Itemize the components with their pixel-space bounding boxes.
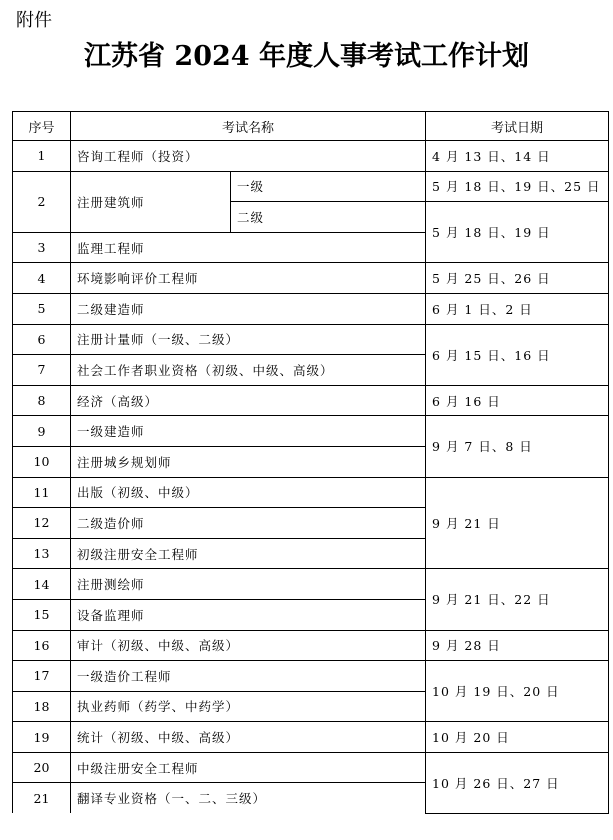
- document-title: 江苏省 2024 年度人事考试工作计划: [84, 41, 529, 72]
- table-row: [13, 630, 609, 661]
- row-exam-level: 一级: [231, 171, 426, 202]
- table-row: [13, 171, 609, 202]
- row-exam-name: 初级注册安全工程师: [71, 538, 426, 569]
- table-row: [13, 324, 609, 355]
- row-exam-name: 一级建造师: [71, 416, 426, 447]
- row-exam-date: 9 月 28 日: [426, 630, 609, 661]
- table-row: [13, 569, 609, 600]
- table-row: [13, 661, 609, 692]
- row-exam-date: 10 月 26 日、27 日: [426, 752, 609, 813]
- row-seq: 1: [13, 141, 71, 172]
- row-exam-name: 翻译专业资格（一、二、三级）: [71, 783, 426, 813]
- row-exam-date: 5 月 25 日、26 日: [426, 263, 609, 294]
- row-exam-name: 审计（初级、中级、高级）: [71, 630, 426, 661]
- row-exam-level: 二级: [231, 202, 426, 233]
- row-seq: 14: [13, 569, 71, 600]
- row-exam-name: 出版（初级、中级）: [71, 477, 426, 508]
- row-seq: 18: [13, 691, 71, 722]
- table-row: [13, 477, 609, 508]
- row-seq: 19: [13, 722, 71, 753]
- table-row: [13, 752, 609, 783]
- row-seq: 9: [13, 416, 71, 447]
- row-exam-date: 9 月 7 日、8 日: [426, 416, 609, 477]
- row-exam-name: 设备监理师: [71, 599, 426, 630]
- row-seq: 12: [13, 508, 71, 539]
- table-row: [13, 263, 609, 294]
- row-exam-date: 10 月 19 日、20 日: [426, 661, 609, 722]
- row-exam-date: 4 月 13 日、14 日: [426, 141, 609, 172]
- row-exam-name: 注册计量师（一级、二级）: [71, 324, 426, 355]
- row-seq: 6: [13, 324, 71, 355]
- row-seq: 11: [13, 477, 71, 508]
- row-exam-date: 6 月 1 日、2 日: [426, 293, 609, 324]
- row-exam-name: 统计（初级、中级、高级）: [71, 722, 426, 753]
- row-seq: 20: [13, 752, 71, 783]
- row-exam-date: 10 月 20 日: [426, 722, 609, 753]
- row-exam-name: 执业药师（药学、中药学）: [71, 691, 426, 722]
- row-exam-name: 注册测绘师: [71, 569, 426, 600]
- table-row: [13, 385, 609, 416]
- row-exam-name: 二级建造师: [71, 293, 426, 324]
- table-row: [13, 722, 609, 753]
- row-exam-name: 注册建筑师: [71, 171, 231, 232]
- row-exam-date: 9 月 21 日: [426, 477, 609, 569]
- row-exam-date: 5 月 18 日、19 日: [426, 202, 609, 263]
- table-row: [13, 416, 609, 447]
- row-seq: 4: [13, 263, 71, 294]
- row-exam-name: 中级注册安全工程师: [71, 752, 426, 783]
- row-seq: 21: [13, 783, 71, 813]
- row-seq: 3: [13, 232, 71, 263]
- row-seq: 15: [13, 599, 71, 630]
- row-exam-name: 一级造价工程师: [71, 661, 426, 692]
- exam-schedule-table: [12, 111, 609, 814]
- row-exam-name: 注册城乡规划师: [71, 446, 426, 477]
- row-exam-date: 6 月 15 日、16 日: [426, 324, 609, 385]
- row-seq: 2: [13, 171, 71, 232]
- row-seq: 17: [13, 661, 71, 692]
- table-row: [13, 293, 609, 324]
- row-exam-date: 5 月 18 日、19 日、25 日: [426, 171, 609, 202]
- row-seq: 16: [13, 630, 71, 661]
- row-exam-date: 9 月 21 日、22 日: [426, 569, 609, 630]
- table-header-row: [13, 112, 609, 141]
- row-exam-date: 6 月 16 日: [426, 385, 609, 416]
- row-exam-name: 咨询工程师（投资）: [71, 141, 426, 172]
- row-exam-name: 监理工程师: [71, 232, 426, 263]
- row-seq: 5: [13, 293, 71, 324]
- row-seq: 10: [13, 446, 71, 477]
- header-exam-date: 考试日期: [426, 112, 609, 141]
- row-seq: 8: [13, 385, 71, 416]
- row-seq: 13: [13, 538, 71, 569]
- row-seq: 7: [13, 355, 71, 386]
- attachment-label: 附件: [16, 10, 52, 31]
- row-exam-name: 经济（高级）: [71, 385, 426, 416]
- header-seq: 序号: [13, 112, 71, 141]
- row-exam-name: 环境影响评价工程师: [71, 263, 426, 294]
- row-exam-name: 二级造价师: [71, 508, 426, 539]
- header-exam-name: 考试名称: [71, 112, 426, 141]
- table-row: [13, 141, 609, 172]
- row-exam-name: 社会工作者职业资格（初级、中级、高级）: [71, 355, 426, 386]
